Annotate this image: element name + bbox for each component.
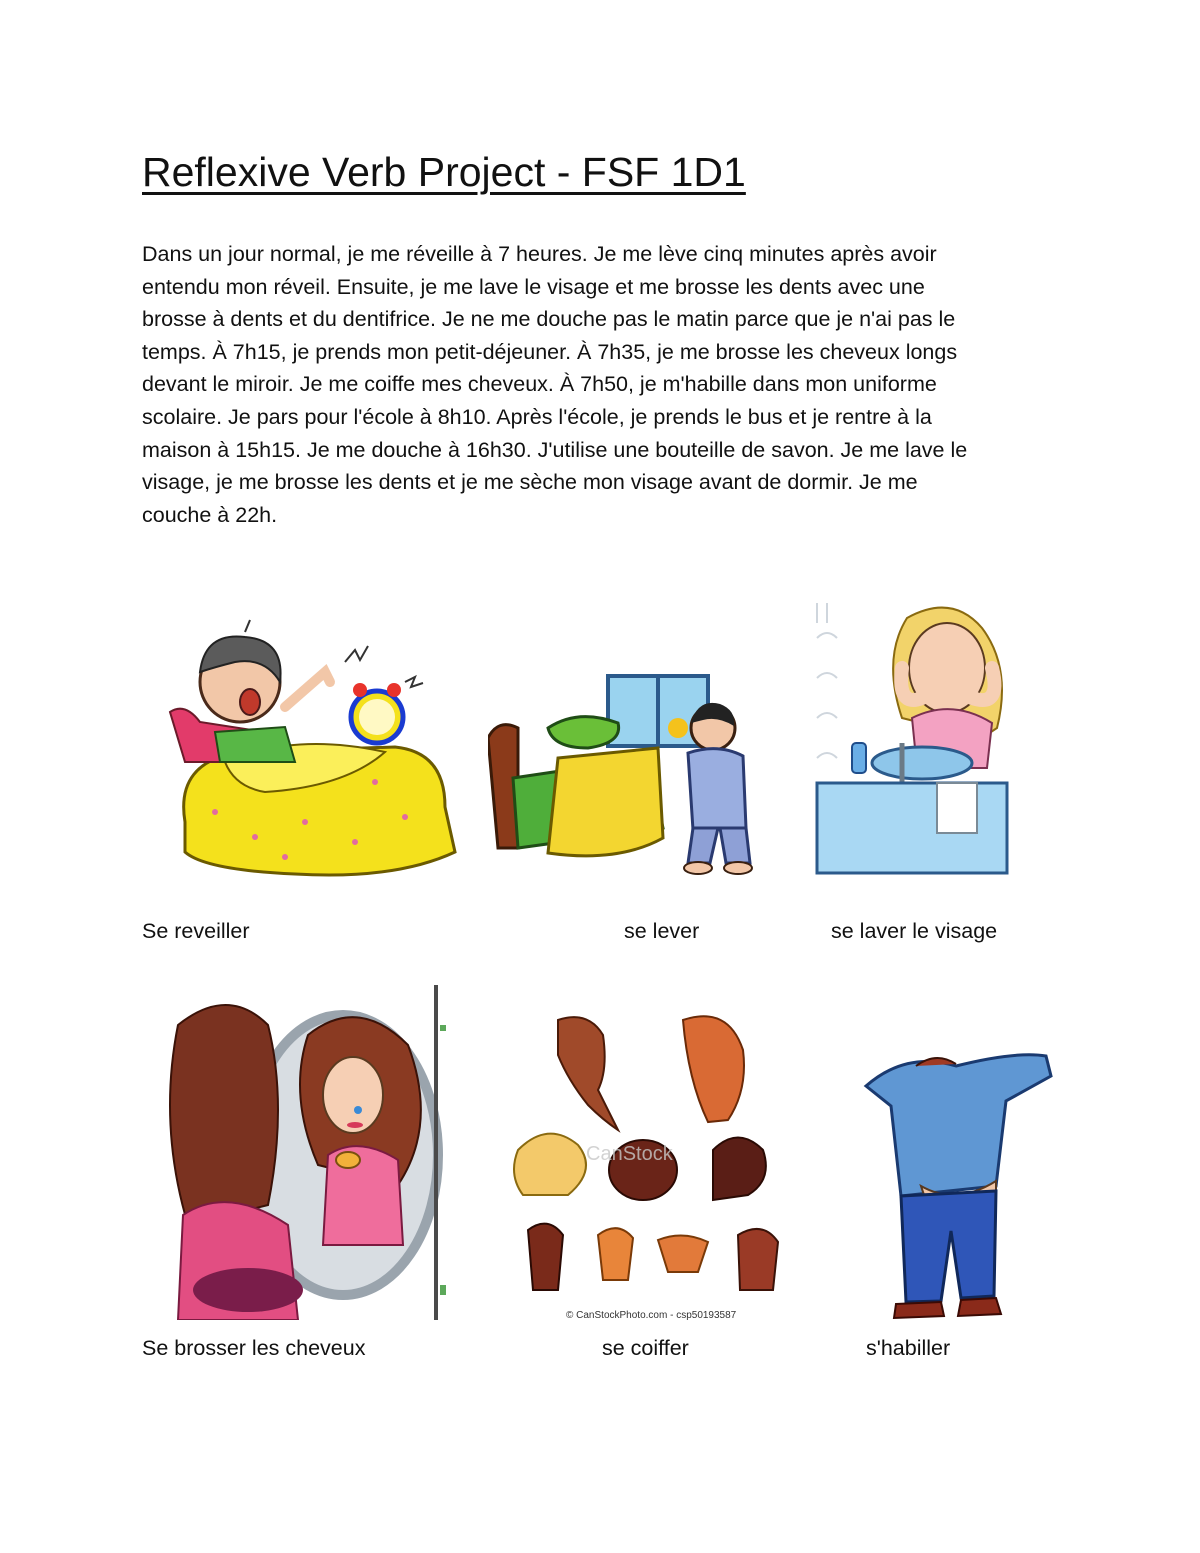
intro-paragraph bbox=[142, 238, 1062, 531]
canstock-watermark: CanStock bbox=[586, 1143, 673, 1165]
brush-hair-illustration bbox=[158, 985, 464, 1320]
paragraph-line: devant le miroir. Je me coiffe mes cheveux. À 7h50, je m'habille dans mon uniforme bbox=[142, 372, 937, 397]
paragraph-line: Dans un jour normal, je me réveille à 7 heures. Je me lève cinq minutes après avoir bbox=[142, 242, 937, 266]
paragraph-line: temps. À 7h15, je prends mon petit-déjeuner. À 7h35, je me brosse les cheveux longs bbox=[142, 339, 958, 364]
hairstyles-illustration bbox=[508, 1010, 790, 1322]
paragraph-line: maison à 15h15. Je me douche à 16h30. J'utilise une bouteille de savon. Je me lave le bbox=[142, 437, 968, 462]
caption-se-brosser-les-cheveux: Se brosser les cheveux bbox=[142, 1336, 366, 1360]
paragraph-line: scolaire. Je pars pour l'école à 8h10. Après l'école, je prends le bus et je rentre à la bbox=[142, 404, 932, 429]
paragraph-line: entendu mon réveil. Ensuite, je me lave le visage et me brosse les dents avec une bbox=[142, 274, 925, 299]
wake-up-illustration bbox=[145, 612, 465, 882]
paragraph-line: visage, je me brosse les dents et je me sèche mon visage avant de dormir. Je me bbox=[142, 470, 918, 495]
caption-se-lever: se lever bbox=[624, 919, 700, 943]
paragraph-line: couche à 22h. bbox=[142, 502, 278, 527]
canstock-credit: © CanStockPhoto.com - csp50193587 bbox=[566, 1310, 737, 1321]
caption-s-habiller: s'habiller bbox=[866, 1336, 951, 1360]
page-title: Reflexive Verb Project - FSF 1D1 bbox=[142, 149, 746, 195]
caption-se-laver-le-visage: se laver le visage bbox=[831, 919, 998, 943]
get-up-illustration bbox=[488, 668, 778, 878]
wash-face-illustration bbox=[812, 598, 1022, 888]
paragraph-line: brosse à dents et du dentifrice. Je ne me douche pas le matin parce que je n'ai pas le bbox=[142, 307, 956, 332]
caption-se-reveiller: Se reveiller bbox=[142, 919, 250, 943]
get-dressed-illustration bbox=[846, 1046, 1056, 1321]
caption-se-coiffer: se coiffer bbox=[602, 1336, 689, 1360]
